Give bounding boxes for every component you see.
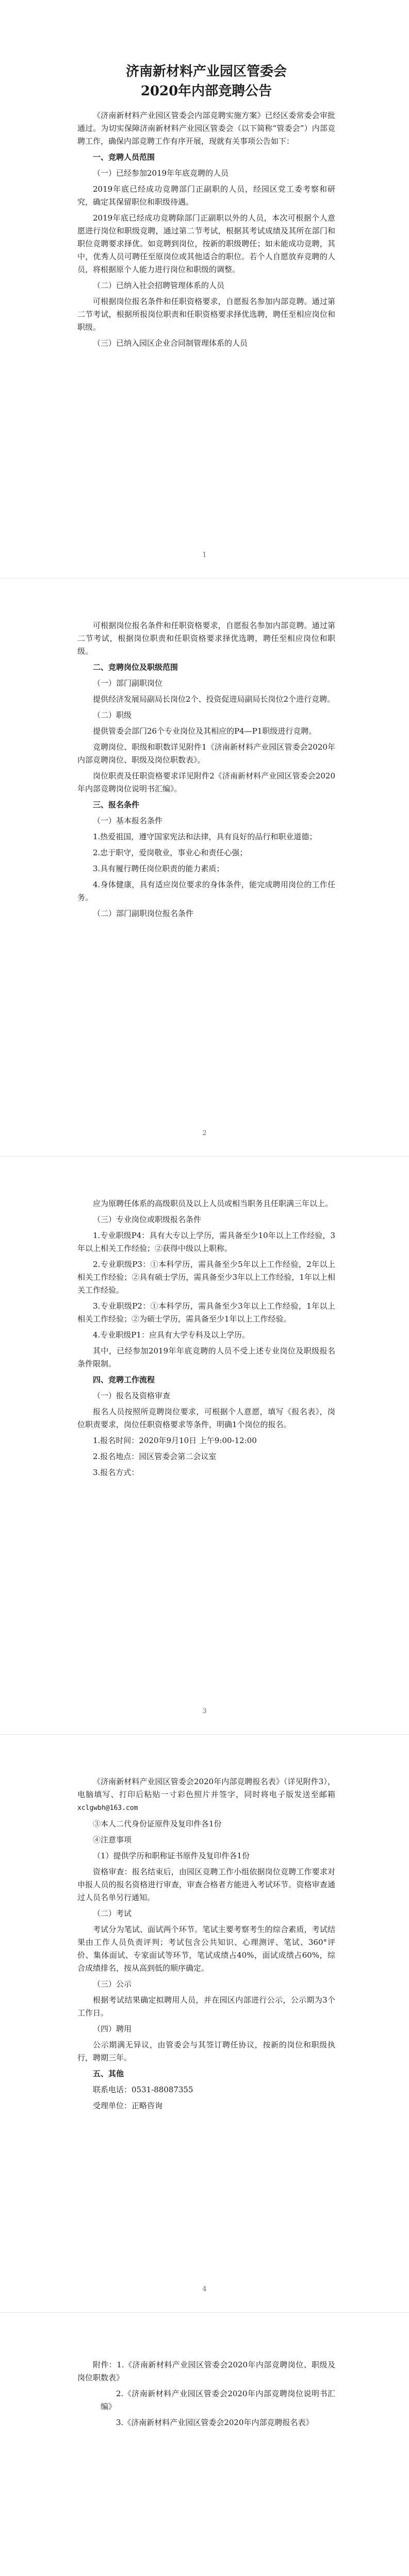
section-4b-paragraph-1-text: 《济南新材料产业园区管委会2020年内部竞聘报名表》（详见附件3），电脑填写、打印后粘贴一寸彩色照片并签字，同时将电子版发送至邮箱 [77,1777,335,1799]
title-line-2: 2020年内部竞聘公告 [140,83,272,99]
section-4-sub-1: （一）报名及资格审查 [93,1391,171,1400]
page-1 [0,0,409,579]
page-2-content [77,619,335,923]
section-2-paragraph-2: 提供管委会部门26个专业岗位及其相应的P4—P1职级进行竞聘。 [93,726,317,736]
section-1-paragraph-2: 2019年底已经成功竞聘除部门正副职以外的人员，本次可根据个人意愿进行岗位和职级竞聘，通过第二节考试，根据其考试成绩及其所在部门和职位竞聘要求择优。如竞聘到岗位，按新的职级聘任；如未能成功竞聘，其中，优秀人员可聘任至原岗位或其他适合的职位。若个人自愿放弃竞聘的人员，将根据原个人能力进行岗位和职级的调整。 [77,213,335,274]
attachment-item-1: 附件：1.《济南新材料产业园区管委会2020年内部竞聘岗位、职级及岗位职数表》 [77,2360,335,2382]
section-3b-item-1: 1.专业职级P4：具有大专以上学历，需具备至少10年以上工作经验，3年以上相关工作经验；②获得中级以上职称。 [77,1231,335,1253]
page-4 [0,1734,409,2313]
section-4b-paragraph-4: 根据考试结果确定拟聘用人员，并在园区内部进行公示，公示期为3个工作日。 [77,1995,335,2018]
page-2 [0,578,409,1157]
section-3b-item-2: 2.专业职级P3：①本科学历，需具备至少5年以上工作经验，2年以上相关工作经验；②具有硕士学历，需具备至少3年以上工作经验，1年以上相关工作经验。 [77,1260,335,1295]
section-1-sub-1: （一）已经参加2019年年底竞聘的人员 [93,168,229,178]
section-2-paragraph-3: 竞聘岗位、职级和职数详见附件1《济南新材料产业园区管委会2020年内部竞聘岗位、职级及岗位职数表》。 [77,742,335,765]
section-1-sub-3: （三）已纳入园区企业合同制管理体系的人员 [93,338,248,348]
section-3-item-3: 3.具有履行聘任岗位职责的能力素质； [93,864,224,873]
attachment-item-3: 3.《济南新材料产业园区管委会2020年内部竞聘报名表》 [116,2418,314,2427]
section-4b-item-1: ③本人二代身份证原件及复印件各1份 [93,1819,222,1828]
page-3-content [77,1197,335,1482]
page-title [77,62,335,101]
contact-phone: 联系电话：0531-88087355 [93,2085,193,2094]
section-3b-paragraph-1: 应为原聘任体系的高级职员及以上人员或相当职务且任职满三年以上。 [93,1199,333,1208]
section-4b-paragraph-5: 公示期满无异议，由管委会与其签订聘任协议，按新的岗位和职级执行，聘期三年。 [77,2040,335,2062]
section-3-sub-2: （二）部门副职岗位报名条件 [93,909,194,918]
section-3b-paragraph-2: 其中，已经参加2019年年底竞聘的人员不受上述专业岗位及职级报名条件限制。 [77,1346,335,1368]
section-4-paragraph-1: 报名人员按照所竞聘岗位要求，可根据个人意愿，填写《报名表》，岗位职责要求，岗位任职资格要求等条件，明确1个岗位的报名。 [77,1407,335,1429]
section-4b-item-2: ④注意事项 [93,1835,132,1844]
section-3-item-4: 4.身体健康，具有适应岗位要求的身体条件，能完成聘用岗位的工作任务。 [77,880,335,902]
section-1-heading: 一、竞聘人员范围 [93,152,155,162]
section-3b-item-4: 4.专业职级P1：应具有大学专科及以上学历。 [93,1330,250,1340]
intro-paragraph: 《济南新材料产业园区管委会内部竞聘实施方案》已经区委常委会审批通过。为切实保障济南新材料产业园区管委会（以下简称“管委会”）内部竞聘工作，确保内部竞聘工作有序开展，现就有关事项公告如下： [77,111,335,146]
page-number-1: 1 [202,551,207,559]
title-line-1: 济南新材料产业园区管委会 [125,64,287,79]
section-1-paragraph-3: 可根据岗位报名条件和任职资格要求，自愿报名参加内部竞聘。通过第二节考试，根据所报岗位职责和任职资格要求择优选聘，聘任至相应岗位和职级。 [77,297,335,332]
section-4-heading: 四、竞聘工作流程 [93,1375,155,1384]
contact-email: xclgwbh@163.com [77,1804,138,1812]
section-4-item-1: 1.报名时间：2020年9月10日 上午9:00-12:00 [93,1436,257,1445]
page-1-content [77,62,335,353]
section-1b-paragraph-1: 可根据岗位报名条件和任职资格要求，自愿报名参加内部竞聘。通过第二节考试，根据岗位职责和任职资格要求择优选聘，聘任至相应岗位和职级。 [77,621,335,656]
page-4-content [77,1775,335,2115]
section-1-sub-2: （二）已纳入社会招聘管理体系的人员 [93,281,225,290]
section-1-paragraph-1: 2019年底已经成功竞聘部门正副职的人员，经园区党工委考察和研究，确定其保留职位和职级待遇。 [77,184,335,207]
page-5-content [77,2359,335,2432]
page-5 [0,2312,409,2576]
section-3-item-2: 2.忠于职守，爱岗敬业，事业心和责任心强； [93,848,248,857]
page-number-2: 2 [202,1129,207,1137]
section-5-heading: 五、其他 [93,2069,124,2078]
section-4b-sub-4: （四）聘用 [93,2024,132,2033]
section-2-heading: 二、竞聘岗位及职级范围 [93,663,178,672]
receiving-unit: 受理单位：正略咨询 [93,2101,163,2110]
section-3-heading: 三、报名条件 [93,800,140,809]
section-2-sub-2: （二）职级 [93,710,132,720]
section-4b-paragraph-1 [77,1775,335,1815]
section-4b-sub-2: （二）考试 [93,1909,132,1918]
section-3b-item-3: 3.专业职级P2：①本科学历，需具备至少3年以上工作经验，1年以上相关工作经验；②为硕士学历，需具备至少1年以上工作经验。 [77,1301,335,1324]
page-number-4: 4 [202,2285,207,2293]
attachment-item-2: 2.《济南新材料产业园区管委会2020年内部竞聘岗位说明书汇编》 [101,2389,335,2411]
page-3 [0,1156,409,1735]
section-4b-item-3: （1）提供学历和职称证书原件及复印件各1份 [93,1851,250,1860]
section-2-paragraph-4: 岗位职责及任职资格要求详见附件2《济南新材料产业园区管委会2020年内部竞聘岗位说明书汇编》。 [77,771,335,793]
section-3-sub-1: （一）基本报名条件 [93,816,163,825]
section-4-item-3: 3.报名方式： [93,1468,139,1477]
section-4b-paragraph-3: 考试分为笔试、面试两个环节。笔试主要考察考生的综合素质，考试结果由工作人员负责评判；考试包含公共知识、心理测评、笔试、360°评价、集体面试、专家面试等环节，笔试成绩占40%，面试成绩占60%，综合成绩排名，按从高到低的顺序确定。 [77,1925,335,1973]
section-3-item-1: 1.热爱祖国，遵守国家宪法和法律，具有良好的品行和职业道德； [93,832,317,841]
section-4-item-2: 2.报名地点：园区管委会第二会议室 [93,1452,217,1461]
section-3b-sub-3: （三）专业岗位或职级报名条件 [93,1215,202,1224]
page-number-3: 3 [202,1707,207,1715]
section-4b-sub-3: （三）公示 [93,1979,132,1989]
section-2-sub-1: （一）部门副职岗位 [93,679,163,688]
section-4b-paragraph-2: 资格审查：报名结束后，由园区竞聘工作小组依据岗位竞聘工作要求对申报人员的报名资格进行审查，审查合格者方能进入考试环节。资格审查通过人员名单另行通知。 [77,1867,335,1902]
section-2-paragraph-1: 提供经济发展局副局长岗位2个、投资促进局副局长岗位2个进行竞聘。 [93,694,335,704]
